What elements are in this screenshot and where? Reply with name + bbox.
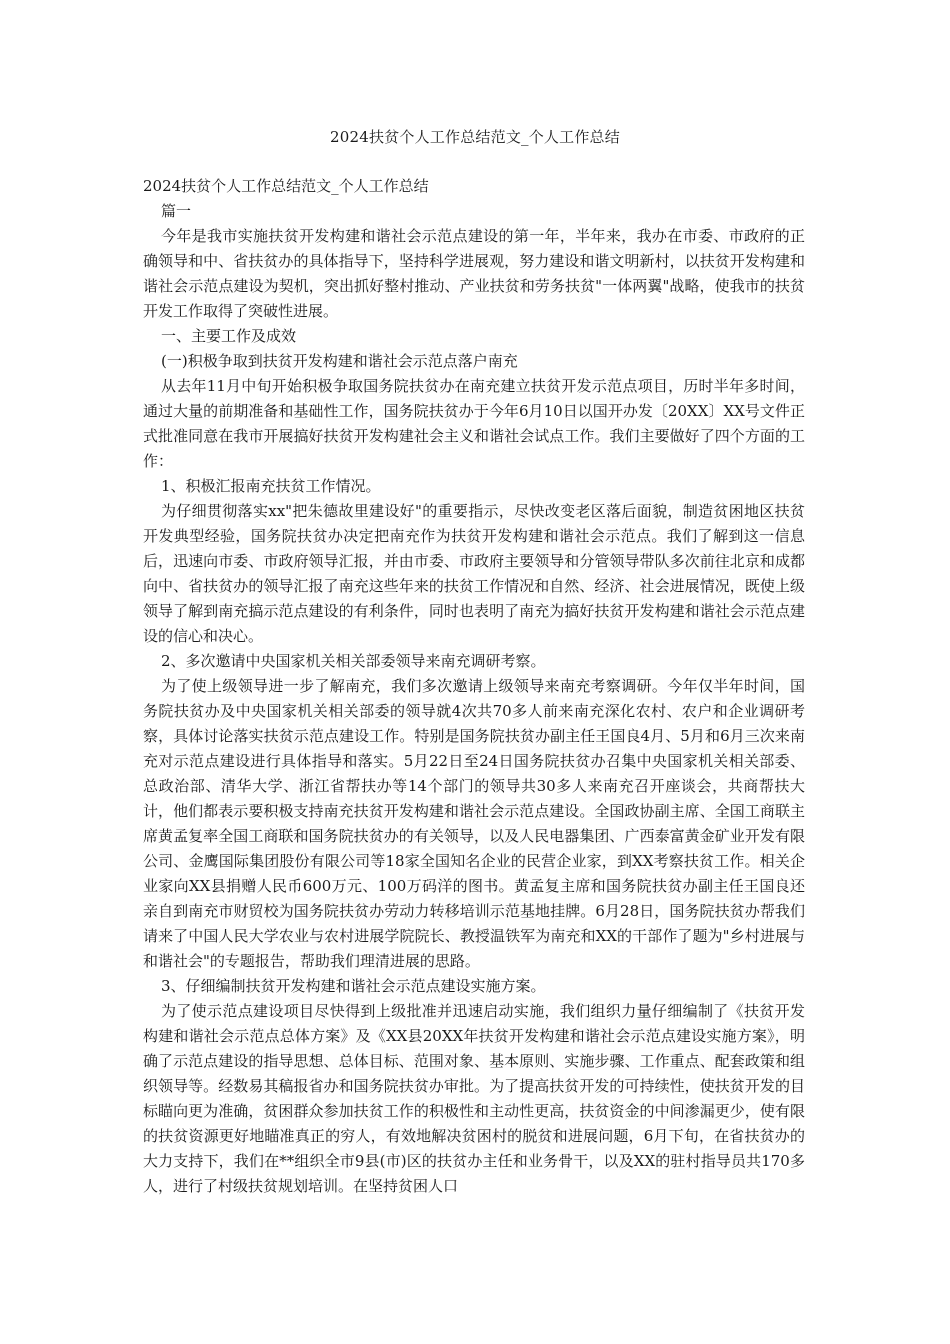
document-title: 2024扶贫个人工作总结范文_个人工作总结: [330, 128, 620, 146]
paragraph-item-2: 为了使上级领导进一步了解南充，我们多次邀请上级领导来南充考察调研。今年仅半年时间，国务院扶贫办及中央国家机关相关部委的领导就4次共70多人前来南充深化农村、农户和企业调研考察，具体讨论落实扶贫示范点建设工作。特别是国务院扶贫办副主任王国良4月、5月和6月三次来南充对示范点建设进行具体指导和落实。5月22日至24日国务院扶贫办召集中央国家机关相关部委、总政治部、清华大学、浙江省帮扶办等14个部门的领导共30多人来南充召开座谈会，共商帮扶大计，他们都表示要积极支持南充扶贫开发构建和谐社会示范点建设。全国政协副主席、全国工商联主席黄孟复率全国工商联和国务院扶贫办的有关领导，以及人民电器集团、广西泰富黄金矿业开发有限公司、金鹰国际集团股份有限公司等18家全国知名企业的民营企业家，到XX考察扶贫工作。相关企业家向XX县捐赠人民币600万元、100万码洋的图书。黄孟复主席和国务院扶贫办副主任王国良还亲自到南充市财贸校为国务院扶贫办劳动力转移培训示范基地挂牌。6月28日，国务院扶贫办帮我们请来了中国人民大学农业与农村进展学院院长、教授温铁军为南充和XX的干部作了题为"乡村进展与和谐社会"的专题报告，帮助我们理清进展的思路。: [143, 677, 805, 970]
heading-subsection-1: (一)积极争取到扶贫开发构建和谐社会示范点落户南充: [161, 352, 518, 370]
heading-item-2: 2、多次邀请中央国家机关相关部委领导来南充调研考察。: [161, 652, 546, 670]
paragraph-item-1: 为仔细贯彻落实xx"把朱德故里建设好"的重要指示，尽快改变老区落后面貌，制造贫困地区扶贫开发典型经验，国务院扶贫办决定把南充作为扶贫开发构建和谐社会示范点。我们了解到这一信息后，迅速向市委、市政府领导汇报，并由市委、市政府主要领导和分管领导带队多次前往北京和成都向中、省扶贫办的领导汇报了南充这些年来的扶贫工作情况和自然、经济、社会进展情况，既使上级领导了解到南充搞示范点建设的有利条件，同时也表明了南充为搞好扶贫开发构建和谐社会示范点建设的信心和决心。: [143, 502, 805, 645]
paragraph-item-3: 为了使示范点建设项目尽快得到上级批准并迅速启动实施，我们组织力量仔细编制了《扶贫开发构建和谐社会示范点总体方案》及《XX县20XX年扶贫开发构建和谐社会示范点建设实施方案》，明确了示范点建设的指导思想、总体目标、范围对象、基本原则、实施步骤、工作重点、配套政策和组织领导等。经数易其稿报省办和国务院扶贫办审批。为了提高扶贫开发的可持续性，使扶贫开发的目标瞄向更为准确，贫困群众参加扶贫工作的积极性和主动性更高，扶贫资金的中间渗漏更少，使有限的扶贫资源更好地瞄准真正的穷人，有效地解决贫困村的脱贫和进展问题，6月下旬，在省扶贫办的大力支持下，我们在**组织全市9县(市)区的扶贫办主任和业务骨干，以及XX的驻村指导员共170多人，进行了村级扶贫规划培训。在坚持贫困人口: [143, 1002, 805, 1195]
document-body: [143, 174, 805, 1199]
heading-item-3: 3、仔细编制扶贫开发构建和谐社会示范点建设实施方案。: [161, 977, 546, 995]
section-label: 篇一: [161, 202, 192, 220]
heading-main-work: 一、主要工作及成效: [161, 327, 297, 345]
heading-item-1: 1、积极汇报南充扶贫工作情况。: [161, 477, 381, 495]
document-subtitle: 2024扶贫个人工作总结范文_个人工作总结: [143, 177, 429, 195]
paragraph-intro: 今年是我市实施扶贫开发构建和谐社会示范点建设的第一年，半年来，我办在市委、市政府的正确领导和中、省扶贫办的具体指导下，坚持科学进展观，努力建设和谐文明新村，以扶贫开发构建和谐社会示范点建设为契机，突出抓好整村推动、产业扶贫和劳务扶贫"一体两翼"战略，使我市的扶贫开发工作取得了突破性进展。: [143, 227, 805, 320]
paragraph-approval: 从去年11月中旬开始积极争取国务院扶贫办在南充建立扶贫开发示范点项目，历时半年多时间，通过大量的前期准备和基础性工作，国务院扶贫办于今年6月10日以国开办发〔20XX〕XX号文件正式批准同意在我市开展搞好扶贫开发构建社会主义和谐社会试点工作。我们主要做好了四个方面的工作：: [143, 377, 805, 470]
